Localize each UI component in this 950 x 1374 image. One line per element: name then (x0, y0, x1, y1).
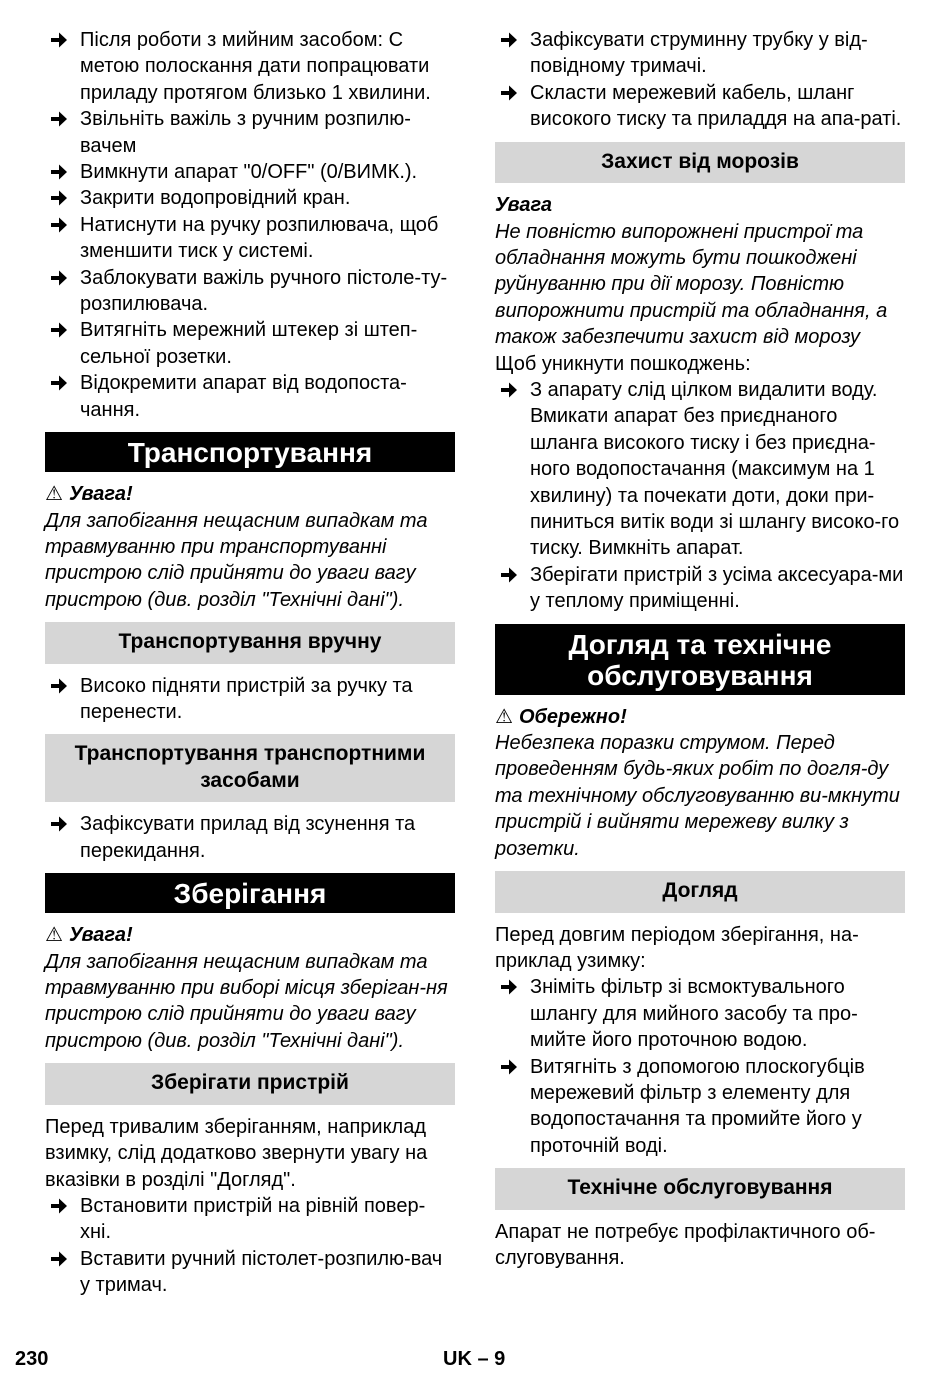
section-heading-transport: Транспортування (45, 432, 455, 472)
arrow-right-icon (48, 811, 70, 837)
left-column (45, 27, 455, 1299)
subsection-heading-frost-protection: Захист від морозів (495, 142, 905, 184)
warning-title: ⚠ Увага! (45, 483, 133, 506)
warning-text: Для запобігання нещасним випадкам та травмуванню при транспортуванні пристрою слід прийняти до уваги вагу пристрою (див. розділ "Технічні дані"). (45, 509, 428, 611)
list-item: Натиснути на ручку розпилювача, щоб зменшити тиск у системі. (45, 212, 455, 265)
subsection-heading-vehicle-transport: Транспортування транспортними засобами (45, 734, 455, 802)
list-item: Закрити водопровідний кран. (45, 185, 455, 211)
arrow-right-icon (498, 27, 520, 53)
warning-triangle-icon: ⚠ (45, 924, 63, 947)
list-item: Вимкнути апарат "0/OFF" (0/ВИМК.). (45, 159, 455, 185)
arrow-right-icon (48, 185, 70, 211)
warning-triangle-icon: ⚠ (495, 705, 513, 728)
paragraph: Перед тривалим зберіганням, наприклад взимку, слід додатково звернути увагу на вказівки в розділі "Догляд". (45, 1115, 428, 1191)
section-heading-storage: Зберігання (45, 873, 455, 913)
list-item: Скласти мережевий кабель, шланг високого тиску та приладдя на апа-раті. (495, 80, 905, 133)
list-item: Витягніть мережний штекер зі штеп-сельної розетки. (45, 317, 455, 370)
list-item: Зніміть фільтр зі всмоктувального шлангу для мийного засобу та про-мийте його проточною водою. (495, 974, 905, 1053)
warning-text: Для запобігання нещасним випадкам та травмуванню при виборі місця зберіган-ня пристрою слід прийняти до уваги вагу пристрою (див. розділ "Технічні дані"). (45, 950, 448, 1052)
arrow-right-icon (48, 159, 70, 185)
subsection-heading-care: Догляд (495, 871, 905, 913)
paragraph: Апарат не потребує профілактичного об-слуговування. (495, 1220, 876, 1270)
note-title: Увага (495, 194, 553, 217)
arrow-right-icon (498, 80, 520, 106)
paragraph: Щоб уникнути пошкоджень: (495, 352, 751, 375)
arrow-right-icon (498, 562, 520, 588)
arrow-right-icon (48, 673, 70, 699)
arrow-right-icon (48, 1246, 70, 1272)
arrow-right-icon (48, 370, 70, 396)
list-item: Зберігати пристрій з усіма аксесуара-ми у теплому приміщенні. (495, 562, 905, 615)
list-item: Витягніть з допомогою плоскогубців мережевий фільтр з елементу для водопостачання та промийте його у проточній воді. (495, 1054, 905, 1160)
warning-text: Небезпека поразки струмом. Перед проведенням будь-яких робіт по догля-ду та технічному обслуговуванню ви-мкнути пристрій і вийняти мережеву вилку з розетки. (495, 732, 900, 860)
arrow-right-icon (498, 1054, 520, 1080)
right-column (495, 27, 905, 1272)
warning-triangle-icon: ⚠ (45, 483, 63, 506)
page-number: 230 (15, 1348, 49, 1370)
arrow-right-icon (48, 265, 70, 291)
arrow-right-icon (48, 212, 70, 238)
arrow-right-icon (498, 974, 520, 1000)
intro-bullet-list (45, 27, 455, 423)
arrow-right-icon (48, 106, 70, 132)
paragraph: Перед довгим періодом зберігання, на-приклад узимку: (495, 923, 859, 972)
arrow-right-icon (48, 27, 70, 53)
list-item: Встановити пристрій на рівній повер-хні. (45, 1193, 455, 1246)
list-item: Відокремити апарат від водопоста-чання. (45, 370, 455, 423)
arrow-right-icon (498, 377, 520, 403)
list-item: Високо підняти пристрій за ручку та перенести. (45, 673, 455, 726)
list-item: Зафіксувати прилад від зсунення та перекидання. (45, 811, 455, 864)
note-text: Не повністю випорожнені пристрої та обладнання можуть бути пошкоджені руйнуванню при дії морозу. Повністю випорожнити пристрій та обладнання, а також забезпечити захист від морозу (495, 220, 888, 349)
arrow-right-icon (48, 1193, 70, 1219)
subsection-heading-store-device: Зберігати пристрій (45, 1063, 455, 1105)
section-heading-care-maintenance: Догляд та технічне обслуговування (495, 624, 905, 695)
warning-title: ⚠ Обережно! (495, 705, 627, 728)
list-item: Зафіксувати струминну трубку у від-повідному тримачі. (495, 27, 905, 80)
list-item: Після роботи з мийним засобом: С метою полоскання дати попрацювати приладу протягом близько 1 хвилини. (45, 27, 455, 106)
list-item: З апарату слід цілком видалити воду. Вмикати апарат без приєднаного шланга високого тиску і без приєдна-ного водопостачання (максимум на 1 хвилину) та почекати доти, доки при-пиниться витік води зі шлангу високо-го тиску. Вимкніть апарат. (495, 377, 905, 562)
warning-title: ⚠ Увага! (45, 924, 133, 947)
page-label: UK – 9 (443, 1348, 506, 1370)
arrow-right-icon (48, 317, 70, 343)
subsection-heading-manual-transport: Транспортування вручну (45, 622, 455, 664)
list-item: Вставити ручний пістолет-розпилю-вач у тримач. (45, 1246, 455, 1299)
list-item: Заблокувати важіль ручного пістоле-ту-розпилювача. (45, 265, 455, 318)
subsection-heading-technical-service: Технічне обслуговування (495, 1168, 905, 1210)
list-item: Звільніть важіль з ручним розпилю-вачем (45, 106, 455, 159)
